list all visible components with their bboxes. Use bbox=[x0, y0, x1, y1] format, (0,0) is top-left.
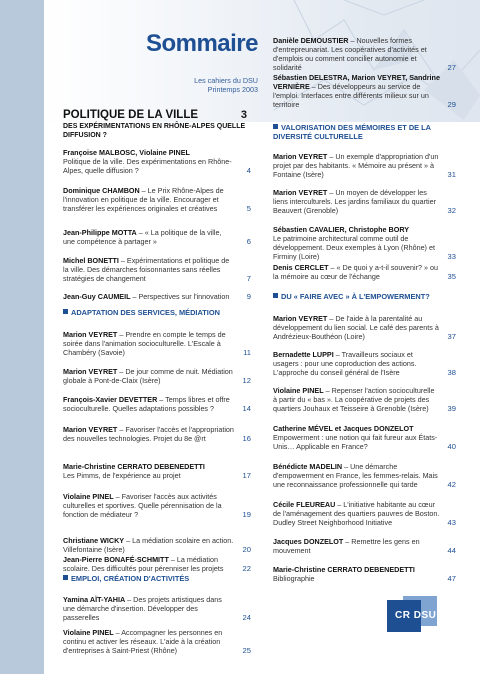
toc-entry-title: – Un exemple d'appropriation d'un projet par des habitants. « Mémoire au présent » à Fontaine (Isère) bbox=[273, 152, 439, 179]
toc-entry-text bbox=[273, 565, 456, 583]
toc-entry-text bbox=[63, 628, 251, 655]
toc-entry-page: 39 bbox=[447, 404, 456, 413]
toc-entry bbox=[63, 462, 251, 480]
toc-entry bbox=[273, 314, 456, 341]
bullet-square-icon bbox=[273, 293, 278, 298]
toc-entry-page: 17 bbox=[242, 471, 251, 480]
toc-entry-author: Marion VEYRET bbox=[273, 152, 328, 161]
toc-entry-title: Le patrimoine architectural comme outil de développement. Deux exemples à Lyon (Rhône) et Firminy (Loire) bbox=[273, 234, 435, 261]
toc-entry bbox=[63, 595, 251, 622]
toc-entry-author: François-Xavier DEVETTER bbox=[63, 395, 158, 404]
publication-issue: Printemps 2003 bbox=[207, 85, 258, 94]
toc-entry-text bbox=[273, 225, 456, 261]
toc-entry-text bbox=[63, 186, 251, 213]
toc-entry-text bbox=[273, 424, 456, 451]
toc-entry-text bbox=[273, 188, 456, 215]
toc-entry-page: 25 bbox=[242, 646, 251, 655]
toc-entry bbox=[63, 256, 251, 283]
section-heading-adaptation: ADAPTATION DES SERVICES, MÉDIATION bbox=[63, 308, 251, 317]
toc-entry-text bbox=[273, 152, 456, 179]
toc-entry-text bbox=[63, 367, 251, 385]
toc-entry bbox=[63, 395, 251, 413]
toc-entry bbox=[273, 537, 456, 555]
toc-entry-text bbox=[273, 537, 456, 555]
toc-entry-page: 9 bbox=[246, 292, 251, 301]
toc-entry-title: – Un moyen de développer les liens interculturels. Les jardins familiaux du quartier Beauvert (Grenoble) bbox=[273, 188, 436, 215]
toc-entry-title: – Accompagner les personnes en continu et activer les réseaux. L'aide à la création d'entreprises à Saint-Priest (Rhône) bbox=[63, 628, 223, 655]
toc-entry bbox=[273, 462, 456, 489]
toc-entry-title: – Des projets artistiques dans une démarche d'insertion. Développer des passerelles bbox=[63, 595, 222, 622]
toc-entry-text bbox=[63, 330, 251, 357]
toc-entry-author: Bénédicte MADELIN bbox=[273, 462, 343, 471]
toc-entry-page: 47 bbox=[447, 574, 456, 583]
feature-heading bbox=[63, 109, 251, 140]
toc-entry-page: 43 bbox=[447, 518, 456, 527]
toc-entry-text bbox=[63, 492, 251, 519]
toc-entry-text bbox=[273, 462, 456, 489]
toc-entry-title: – La médiation scolaire. Des difficultés pour pérenniser les projets bbox=[63, 555, 224, 573]
toc-entry bbox=[273, 386, 456, 413]
toc-entry-page: 29 bbox=[447, 100, 456, 109]
toc-entry-title: – Travailleurs sociaux et usagers : pour une coproduction des actions. L'approche du conseil général de l'Isère bbox=[273, 350, 417, 377]
toc-entry-author: Denis CERCLET bbox=[273, 263, 329, 272]
toc-entry-author: Marion VEYRET bbox=[63, 367, 118, 376]
publication-name: Les cahiers du DSU bbox=[194, 76, 258, 85]
toc-entry-page: 44 bbox=[447, 546, 456, 555]
toc-entry-author: Danièle DEMOUSTIER bbox=[273, 36, 349, 45]
toc-entry-text bbox=[273, 36, 456, 72]
toc-entry-text bbox=[273, 500, 456, 527]
toc-entry-text bbox=[63, 148, 251, 175]
toc-entry-author: Jean-Guy CAUMEIL bbox=[63, 292, 131, 301]
toc-entry-author: Françoise MALBOSC, Violaine PINEL bbox=[63, 148, 190, 157]
toc-entry-author: Jacques DONZELOT bbox=[273, 537, 344, 546]
toc-entry-text bbox=[273, 314, 456, 341]
toc-entry-title: – Une démarche d'empowerment en France, les femmes-relais. Mais une reconnaissance professionnelle qui tarde bbox=[273, 462, 438, 489]
toc-entry bbox=[63, 292, 251, 301]
toc-entry bbox=[273, 225, 456, 261]
toc-entry-text bbox=[273, 263, 456, 281]
bullet-square-icon bbox=[63, 309, 68, 314]
toc-entry bbox=[63, 536, 251, 554]
toc-entry-title: Empowerment : une notion qui fait fureur aux États-Unis… Applicable en France? bbox=[273, 433, 438, 451]
toc-entry-page: 35 bbox=[447, 272, 456, 281]
toc-entry-text bbox=[273, 386, 456, 413]
toc-entry bbox=[63, 555, 251, 573]
toc-entry bbox=[63, 330, 251, 357]
toc-entry-text bbox=[63, 425, 251, 443]
toc-entry-page: 27 bbox=[447, 63, 456, 72]
feature-title: POLITIQUE DE LA VILLE bbox=[63, 109, 199, 121]
toc-entry-author: Bernadette LUPPI bbox=[273, 350, 334, 359]
left-color-band bbox=[0, 0, 44, 674]
toc-entry-author: Yamina AÏT-YAHIA bbox=[63, 595, 126, 604]
toc-entry-author: Jean-Pierre BONAFÉ-SCHMITT bbox=[63, 555, 169, 564]
toc-entry bbox=[63, 628, 251, 655]
toc-entry-author: Marion VEYRET bbox=[273, 188, 328, 197]
toc-entry-page: 5 bbox=[246, 204, 251, 213]
publication-info bbox=[118, 76, 258, 94]
toc-entry bbox=[273, 188, 456, 215]
feature-page: 3 bbox=[240, 109, 247, 121]
toc-entry-author: Cécile FLEUREAU bbox=[273, 500, 336, 509]
toc-entry-title: – De jour comme de nuit. Médiation globale à Pont-de-Claix (Isère) bbox=[63, 367, 233, 385]
toc-entry bbox=[273, 424, 456, 451]
toc-entry-title: – Temps libres et offre socioculturelle. Quelles adaptations possibles ? bbox=[63, 395, 230, 413]
toc-entry-text bbox=[273, 73, 456, 109]
toc-entry-page: 14 bbox=[242, 404, 251, 413]
toc-entry-text bbox=[63, 595, 251, 622]
toc-entry-author: Marie-Christine CERRATO DEBENEDETTI bbox=[273, 565, 415, 574]
toc-entry-author: Dominique CHAMBON bbox=[63, 186, 140, 195]
toc-entry-author: Marion VEYRET bbox=[273, 314, 328, 323]
toc-entry-title: – « La politique de la ville, une compétence à partager » bbox=[63, 228, 222, 246]
toc-entry-page: 6 bbox=[246, 237, 251, 246]
toc-entry-title: Politique de la ville. Des expérimentations en Rhône-Alpes, quelle diffusion ? bbox=[63, 157, 232, 175]
bullet-square-icon bbox=[273, 124, 278, 129]
toc-entry-page: 4 bbox=[246, 166, 251, 175]
toc-entry-page: 40 bbox=[447, 442, 456, 451]
toc-entry bbox=[63, 186, 251, 213]
toc-entry-page: 37 bbox=[447, 332, 456, 341]
toc-entry-text bbox=[273, 350, 456, 377]
toc-entry-page: 32 bbox=[447, 206, 456, 215]
toc-entry-author: Violaine PINEL bbox=[63, 628, 114, 637]
toc-entry-title: – Nouvelles formes d'entrepreunariat. Les coopératives d'activités et d'emplois ou comment concilier autonomie et solidarité bbox=[273, 36, 427, 72]
toc-entry-title: – La médiation scolaire en action. Villefontaine (Isère) bbox=[63, 536, 234, 554]
toc-entry-title: – Favoriser l'accès aux activités culturelles et sportives. Quelle pérennisation de la fonction de médiateur ? bbox=[63, 492, 222, 519]
toc-entry-text bbox=[63, 536, 251, 554]
toc-entry-page: 11 bbox=[243, 348, 251, 357]
toc-entry-page: 22 bbox=[242, 564, 251, 573]
toc-entry-author: Catherine MÉVEL et Jacques DONZELOT bbox=[273, 424, 414, 433]
toc-entry-text bbox=[63, 228, 251, 246]
section-heading-memoires: VALORISATION DES MÉMOIRES ET DE LA DIVERSITÉ CULTURELLE bbox=[273, 123, 431, 141]
toc-entry-author: Sébastien CAVALIER, Christophe BORY bbox=[273, 225, 410, 234]
toc-entry-title: – « De quoi y a-t-il souvenir? » ou la mémoire au cœur de l'échange bbox=[273, 263, 438, 281]
toc-entry-page: 12 bbox=[242, 376, 251, 385]
crdsu-logo: CR DSU bbox=[385, 596, 441, 636]
toc-entry bbox=[63, 228, 251, 246]
toc-entry-author: Violaine PINEL bbox=[273, 386, 324, 395]
toc-entry-author: Christiane WICKY bbox=[63, 536, 125, 545]
toc-entry-title: – Des développeurs au service de l'emploi. Interfaces entre différents milieux sur un territoire bbox=[273, 82, 429, 109]
toc-entry bbox=[63, 425, 251, 443]
toc-entry-title: – Favoriser l'accès et l'appropriation des nouvelles technologies. Projet du 8e @rt bbox=[63, 425, 234, 443]
toc-entry-title: Bibliographie bbox=[273, 574, 315, 583]
toc-entry-text bbox=[63, 256, 251, 283]
toc-entry-author: Marion VEYRET bbox=[63, 425, 118, 434]
toc-entry-page: 20 bbox=[242, 545, 251, 554]
toc-entry bbox=[273, 36, 456, 72]
toc-entry-author: Sébastien DELESTRA, Marion VEYRET, Sandrine VERNIÈRE bbox=[273, 73, 440, 91]
toc-entry-text bbox=[63, 395, 251, 413]
toc-entry-page: 38 bbox=[447, 368, 456, 377]
toc-entry-text bbox=[63, 555, 251, 573]
toc-entry-title: – Remettre les gens en mouvement bbox=[273, 537, 420, 555]
toc-entry bbox=[273, 500, 456, 527]
toc-entry-title: – Perspectives sur l'innovation bbox=[130, 292, 230, 301]
toc-entry-title: – Prendre en compte le temps de soirée dans l'animation socioculturelle. L'Escale à Chambéry (Savoie) bbox=[63, 330, 226, 357]
toc-entry-author: Marie-Christine CERRATO DEBENEDETTI bbox=[63, 462, 205, 471]
section-heading-empowerment: DU « FAIRE AVEC » À L'EMPOWERMENT? bbox=[273, 292, 456, 301]
toc-entry-page: 42 bbox=[447, 480, 456, 489]
toc-entry bbox=[273, 350, 456, 377]
toc-entry bbox=[273, 152, 456, 179]
toc-entry-title: – Le Prix Rhône-Alpes de l'innovation en politique de la ville. Encourager et transférer les expériences originales et créatives bbox=[63, 186, 224, 213]
toc-entry-title: – L'initiative habitante au cœur de l'aménagement des quartiers pauvres de Boston. Dudley Street Neighborhood Initiative bbox=[273, 500, 440, 527]
toc-entry-author: Violaine PINEL bbox=[63, 492, 114, 501]
toc-entry-page: 19 bbox=[242, 510, 251, 519]
toc-entry-title: – Repenser l'action socioculturelle à partir du « bas ». La coopérative de projets des quartiers Jouhaux et Teisseire à Grenoble (Isère) bbox=[273, 386, 435, 413]
toc-entry bbox=[273, 565, 456, 583]
bullet-square-icon bbox=[63, 575, 68, 580]
page-title: Sommaire bbox=[145, 30, 258, 57]
toc-entry-text bbox=[63, 292, 251, 301]
toc-entry-author: Marion VEYRET bbox=[63, 330, 118, 339]
toc-entry-page: 16 bbox=[242, 434, 251, 443]
feature-subtitle: DES EXPÉRIMENTATIONS EN RHÔNE-ALPES QUELLE DIFFUSION ? bbox=[63, 123, 246, 139]
section-heading-emploi: EMPLOI, CRÉATION D'ACTIVITÉS bbox=[63, 574, 251, 583]
toc-entry-page: 24 bbox=[242, 613, 251, 622]
toc-entry-text bbox=[63, 462, 251, 480]
toc-entry-title: – Expérimentations et politique de la ville. Des démarches foisonnantes sans réelles stratégies de changement bbox=[63, 256, 230, 283]
toc-entry-author: Jean-Philippe MOTTA bbox=[63, 228, 137, 237]
toc-entry-page: 31 bbox=[447, 170, 456, 179]
toc-entry bbox=[63, 148, 251, 175]
toc-entry-title: – De l'aide à la parentalité au développement du lien social. Le café des parents à Andrézieux-Bouthéon (Loire) bbox=[273, 314, 439, 341]
toc-entry bbox=[63, 492, 251, 519]
toc-entry-title: Les Pimms, de l'expérience au projet bbox=[63, 471, 181, 480]
toc-entry-page: 7 bbox=[246, 274, 251, 283]
toc-entry bbox=[273, 73, 456, 109]
toc-entry-page: 33 bbox=[447, 252, 456, 261]
toc-entry bbox=[273, 263, 456, 281]
toc-entry bbox=[63, 367, 251, 385]
toc-entry-author: Michel BONETTI bbox=[63, 256, 119, 265]
